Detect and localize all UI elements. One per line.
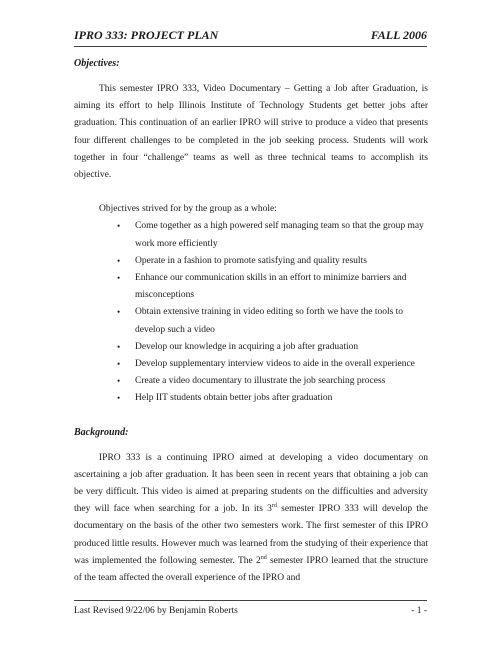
bullet-icon: • [117,307,121,318]
bullet-icon: • [117,221,121,232]
document-title: IPRO 333: PROJECT PLAN [74,28,219,42]
list-item: • Operate in a fashion to promote satisfying and quality results [117,253,428,270]
page-header [74,28,427,47]
list-item: • Obtain extensive training in video editing so forth we have the tools to develop such a video [117,304,428,338]
list-item: • Come together as a high powered self managing team so that the group may work more efficiently [117,218,428,252]
list-item: • Enhance our communication skills in an effort to minimize barriers and misconceptions [117,270,428,304]
ordinal-suffix: rd [271,503,277,510]
ordinal-suffix: nd [260,554,267,561]
document-term: FALL 2006 [370,28,427,42]
bullet-icon: • [117,393,121,404]
list-item: • Develop supplementary interview videos to aide in the overall experience [117,356,428,373]
list-item: • Help IIT students obtain better jobs after graduation [117,390,428,407]
page-number: - 1 - [411,606,427,616]
list-item: • Develop our knowledge in acquiring a job after graduation [117,339,428,356]
bullet-icon: • [117,341,121,352]
list-item: • Create a video documentary to illustrate the job searching process [117,373,428,390]
page-content [74,55,428,587]
background-heading: Background: [74,426,129,438]
objectives-list [74,218,428,407]
background-paragraph: IPRO 333 is a continuing IPRO aimed at developing a video documentary on ascertaining a job after graduation. It has been seen in recent years that obtaining a job can be very difficult. This video is aimed at preparing students on the difficulties and adversity they will face when searching for a job. In its 3rd semester IPRO 333 will develop the documentary on the basis of the other two semesters work. The first semester of this IPRO produced little results. However much was learned from the studying of their experience that was implemented the following semester. The 2nd semester IPRO learned that the structure of the team affected the overall experience of the IPRO and [74,452,429,584]
objectives-list-intro: Objectives strived for by the group as a whole: [99,204,277,215]
page-footer [74,600,427,618]
bullet-icon: • [117,273,121,284]
bullet-icon: • [117,376,121,387]
revision-note: Last Revised 9/22/06 by Benjamin Roberts [74,606,238,616]
bullet-icon: • [117,255,121,266]
objectives-heading: Objectives: [74,58,120,69]
objectives-intro-paragraph: This semester IPRO 333, Video Documentary – Getting a Job after Graduation, is aiming its effort to help Illinois Institute of Technology Students get better jobs after graduation. This continuation of an earlier IPRO will strive to produce a video that presents four different challenges to be completed in the job seeking process. Students will work together in four “challenge” teams as well as three technical teams to accomplish its objective. [74,84,428,181]
bullet-icon: • [117,359,121,370]
